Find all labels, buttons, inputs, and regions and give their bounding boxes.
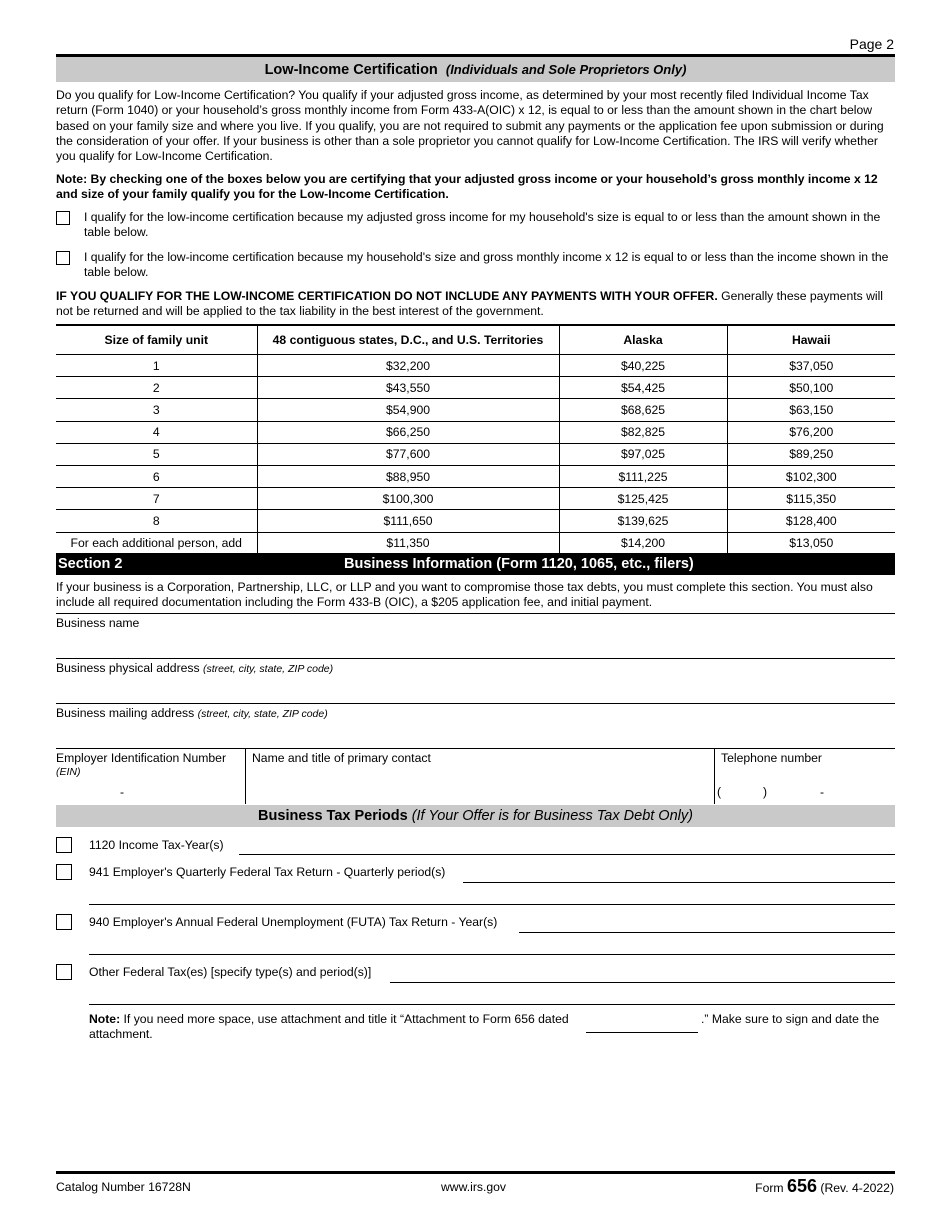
section-2-title: Business Information (Form 1120, 1065, etc., filers) [344, 556, 694, 572]
table-cell: $77,600 [257, 443, 559, 465]
tax-941-period-line[interactable] [463, 882, 895, 883]
tax-941-row [56, 864, 895, 882]
business-name-field[interactable] [56, 632, 895, 658]
low-income-intro: Do you qualify for Low-Income Certification? You qualify if your adjusted gross income, as determined by your most recently filed Individual Income Tax return (Form 1040) or your household’s gross monthly income from Form 433-A(OIC) x 12, is equal to or less than the amount shown in the chart below based on your family size and where you live. If you qualify, you are not required to submit any payments or the application fee upon submission or during the consideration of your offer. If your business is other than a sole proprietor you cannot qualify for Low-Income Certification. The IRS will verify whether you qualify for Low-Income Certification. [56, 88, 884, 164]
ein-field[interactable] [56, 780, 244, 803]
table-cell: $14,200 [559, 532, 727, 554]
table-cell: $54,425 [559, 377, 727, 399]
agi-certification-row [56, 210, 895, 242]
tax-940-label: 940 Employer's Annual Federal Unemployment (FUTA) Tax Return - Year(s) [89, 915, 498, 929]
telephone-dash: - [820, 785, 825, 799]
ein-abbr: (EIN) [56, 766, 81, 778]
table-cell: 7 [56, 488, 257, 510]
catalog-number: Catalog Number 16728N [56, 1180, 191, 1194]
table-row [56, 465, 895, 487]
certification-note: Note: By checking one of the boxes below you are certifying that your adjusted gross income or your household’s gross monthly income x 12 and size of your family qualify you for the Low-Income Certification. [56, 172, 878, 202]
table-cell: $76,200 [727, 421, 895, 443]
tax-940-continuation-line[interactable] [89, 954, 895, 955]
physical-address-label [56, 661, 333, 675]
section-2-intro: If your business is a Corporation, Partnership, LLC, or LLP and you want to compromise those tax debts, you must complete this section. You must also include all required documentation including the Form 433-B (OIC), a $205 application fee, and initial payment. [56, 580, 873, 610]
divider [56, 703, 895, 704]
tax-940-year-line[interactable] [519, 932, 895, 933]
low-income-title-note: (Individuals and Sole Proprietors Only) [445, 62, 687, 77]
section-2-label: Section 2 [58, 556, 123, 572]
table-header-row [56, 325, 895, 355]
table-row [56, 443, 895, 465]
table-header: Hawaii [727, 325, 895, 355]
ein-dash: - [120, 785, 125, 799]
tax-941-label: 941 Employer's Quarterly Federal Tax Return - Quarterly period(s) [89, 865, 446, 879]
table-cell: 3 [56, 399, 257, 421]
table-cell: $63,150 [727, 399, 895, 421]
income-threshold-table [56, 324, 895, 555]
section-2-header [56, 553, 895, 575]
attachment-note-text: If you need more space, use attachment and title it “Attachment to Form 656 dated [120, 1012, 569, 1026]
tax-1120-checkbox[interactable] [56, 837, 72, 853]
table-cell: 2 [56, 377, 257, 399]
physical-address-field[interactable] [56, 677, 895, 703]
page-number: Page 2 [849, 36, 894, 52]
attachment-note-line2: attachment. [89, 1027, 153, 1041]
table-cell: $43,550 [257, 377, 559, 399]
telephone-label: Telephone number [721, 751, 822, 765]
divider [56, 748, 895, 749]
table-row [56, 421, 895, 443]
agi-certification-text: I qualify for the low-income certification because my adjusted gross income for my household's size is equal to or less than the amount shown in the table below. [84, 210, 881, 240]
monthly-income-certification-text: I qualify for the low-income certification because my household's size and gross monthly income x 12 is equal to or less than the income shown in the table below. [84, 250, 889, 280]
tax-other-label: Other Federal Tax(es) [specify type(s) and period(s)] [89, 965, 372, 979]
table-cell: $102,300 [727, 465, 895, 487]
tax-940-row [56, 914, 895, 932]
table-cell: $82,825 [559, 421, 727, 443]
tax-940-checkbox[interactable] [56, 914, 72, 930]
table-cell: $54,900 [257, 399, 559, 421]
form-number: 656 [786, 1176, 817, 1196]
table-header: Alaska [559, 325, 727, 355]
table-cell: 1 [56, 355, 257, 377]
mailing-address-label [56, 706, 328, 720]
tax-other-checkbox[interactable] [56, 964, 72, 980]
table-cell: $66,250 [257, 421, 559, 443]
table-cell: $50,100 [727, 377, 895, 399]
table-cell: $40,225 [559, 355, 727, 377]
table-cell: $32,200 [257, 355, 559, 377]
table-cell: 6 [56, 465, 257, 487]
mailing-address-text: Business mailing address [56, 706, 195, 720]
table-row [56, 355, 895, 377]
attachment-note [89, 1012, 569, 1026]
form-id [755, 1176, 894, 1197]
tax-941-continuation-line[interactable] [89, 904, 895, 905]
tax-other-continuation-line[interactable] [89, 1004, 895, 1005]
primary-contact-field[interactable] [246, 766, 714, 803]
table-cell: $37,050 [727, 355, 895, 377]
table-cell: $139,625 [559, 510, 727, 532]
table-cell: $89,250 [727, 443, 895, 465]
physical-address-note: (street, city, state, ZIP code) [203, 663, 334, 675]
form-revision: (Rev. 4-2022) [820, 1181, 894, 1195]
attachment-note-bold: Note: [89, 1012, 121, 1026]
table-cell: 8 [56, 510, 257, 532]
table-cell: $111,225 [559, 465, 727, 487]
monthly-income-certification-checkbox[interactable] [56, 251, 70, 265]
payments-notice [56, 289, 895, 320]
telephone-open-paren: ( [717, 785, 722, 799]
tax-other-period-line[interactable] [390, 982, 895, 983]
business-name-label: Business name [56, 616, 140, 630]
tax-1120-row [56, 837, 895, 855]
table-cell: $13,050 [727, 532, 895, 554]
agi-certification-checkbox[interactable] [56, 211, 70, 225]
website-link[interactable]: www.irs.gov [441, 1180, 507, 1194]
attachment-date-line[interactable] [586, 1032, 698, 1033]
footer-rule [56, 1171, 895, 1174]
table-row [56, 377, 895, 399]
ein-label: Employer Identification Number [56, 751, 227, 765]
tax-1120-label: 1120 Income Tax-Year(s) [89, 838, 224, 852]
low-income-title: Low-Income Certification [264, 62, 438, 78]
tax-1120-year-line[interactable] [239, 854, 895, 855]
business-tax-periods-heading [56, 805, 895, 827]
table-cell: $68,625 [559, 399, 727, 421]
table-cell: $125,425 [559, 488, 727, 510]
divider [56, 658, 895, 659]
table-cell: $97,025 [559, 443, 727, 465]
business-tax-periods-title: Business Tax Periods [258, 808, 408, 824]
attachment-note-end: .” Make sure to sign and date the [701, 1012, 880, 1026]
table-row [56, 532, 895, 554]
table-cell: $11,350 [257, 532, 559, 554]
table-cell: $111,650 [257, 510, 559, 532]
payments-notice-rest: Generally these payments will not be returned and will be applied to the tax liability in the best interest of the government. [56, 289, 884, 319]
table-cell: 5 [56, 443, 257, 465]
telephone-field[interactable] [715, 780, 895, 803]
table-row [56, 488, 895, 510]
table-cell: $115,350 [727, 488, 895, 510]
physical-address-text: Business physical address [56, 661, 200, 675]
low-income-heading [56, 57, 895, 82]
table-header: 48 contiguous states, D.C., and U.S. Territories [257, 325, 559, 355]
tax-other-row [56, 964, 895, 982]
tax-941-checkbox[interactable] [56, 864, 72, 880]
table-row [56, 399, 895, 421]
divider [56, 613, 895, 614]
mailing-address-note: (street, city, state, ZIP code) [197, 708, 328, 720]
telephone-close-paren: ) [763, 785, 768, 799]
table-cell: 4 [56, 421, 257, 443]
mailing-address-field[interactable] [56, 722, 895, 748]
table-cell: $88,950 [257, 465, 559, 487]
table-cell: For each additional person, add [56, 532, 257, 554]
primary-contact-label: Name and title of primary contact [252, 751, 431, 765]
monthly-income-certification-row [56, 250, 895, 282]
table-cell: $100,300 [257, 488, 559, 510]
table-row [56, 510, 895, 532]
business-tax-periods-note: (If Your Offer is for Business Tax Debt Only) [411, 808, 693, 824]
table-cell: $128,400 [727, 510, 895, 532]
form-word: Form [755, 1181, 784, 1195]
payments-notice-bold: IF YOU QUALIFY FOR THE LOW-INCOME CERTIFICATION DO NOT INCLUDE ANY PAYMENTS WITH YOUR OFFER. [56, 289, 718, 303]
table-header: Size of family unit [56, 325, 257, 355]
